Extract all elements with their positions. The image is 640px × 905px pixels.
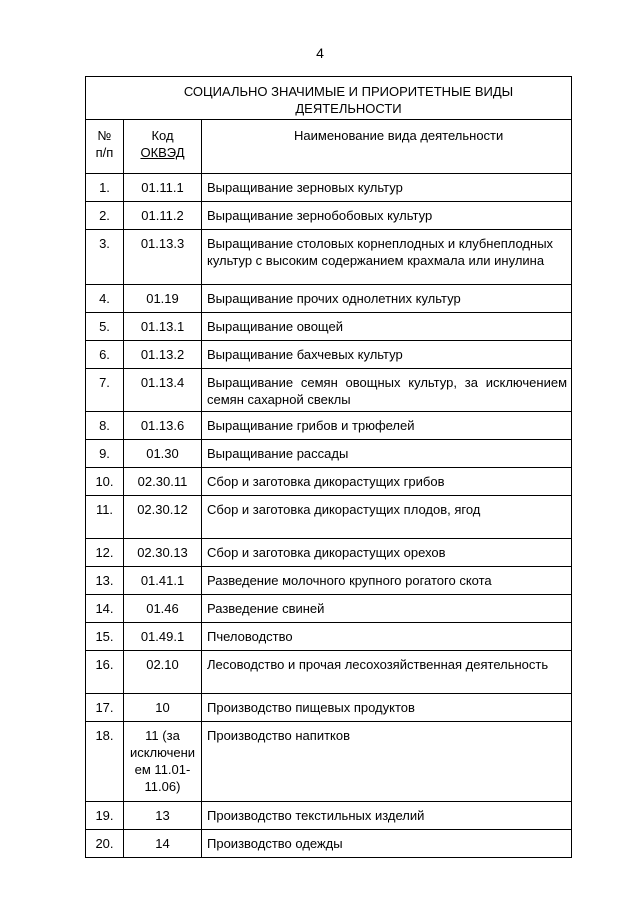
row-number: 4. <box>86 285 124 313</box>
table-row <box>86 313 572 341</box>
row-okved-code: 01.46 <box>124 595 202 623</box>
table-row <box>86 468 572 496</box>
row-okved-code: 01.13.4 <box>124 369 202 412</box>
table-header-row <box>86 120 572 174</box>
row-okved-code: 02.10 <box>124 651 202 694</box>
row-okved-code: 01.13.1 <box>124 313 202 341</box>
row-okved-code: 01.11.1 <box>124 174 202 202</box>
row-okved-code: 01.11.2 <box>124 202 202 230</box>
row-number: 19. <box>86 802 124 830</box>
row-number: 11. <box>86 496 124 539</box>
row-activity-name: Выращивание бахчевых культур <box>202 341 572 369</box>
activities-table <box>85 76 572 858</box>
row-activity-name: Выращивание рассады <box>202 440 572 468</box>
row-number: 1. <box>86 174 124 202</box>
row-okved-code: 01.13.2 <box>124 341 202 369</box>
row-activity-name: Производство напитков <box>202 722 572 802</box>
row-number: 18. <box>86 722 124 802</box>
header-name: Наименование вида деятельности <box>202 120 572 174</box>
row-activity-name: Выращивание прочих однолетних культур <box>202 285 572 313</box>
header-number <box>86 120 124 174</box>
row-okved-code: 10 <box>124 694 202 722</box>
row-activity-name: Разведение свиней <box>202 595 572 623</box>
row-number: 10. <box>86 468 124 496</box>
row-okved-code: 02.30.11 <box>124 468 202 496</box>
table-row <box>86 651 572 694</box>
row-activity-name: Выращивание зерновых культур <box>202 174 572 202</box>
header-code-line-2: ОКВЭД <box>140 145 185 160</box>
row-number: 5. <box>86 313 124 341</box>
row-activity-name: Лесоводство и прочая лесохозяйственная деятельность <box>202 651 572 694</box>
table-row <box>86 440 572 468</box>
row-number: 13. <box>86 567 124 595</box>
row-number: 16. <box>86 651 124 694</box>
table-row <box>86 722 572 802</box>
header-number-line-2: п/п <box>95 145 114 160</box>
table-title-line-2: ДЕЯТЕЛЬНОСТИ <box>295 101 402 116</box>
page-number: 4 <box>316 45 324 61</box>
row-number: 7. <box>86 369 124 412</box>
row-number: 20. <box>86 830 124 858</box>
row-okved-code <box>124 722 202 802</box>
row-okved-code: 01.13.3 <box>124 230 202 285</box>
table-row <box>86 623 572 651</box>
table-row <box>86 802 572 830</box>
row-activity-name: Производство пищевых продуктов <box>202 694 572 722</box>
row-activity-name: Выращивание столовых корнеплодных и клубнеплодных культур с высоким содержанием крахмала или инулина <box>202 230 572 285</box>
row-okved-code: 01.41.1 <box>124 567 202 595</box>
table-row <box>86 202 572 230</box>
row-okved-code: 01.30 <box>124 440 202 468</box>
table-row <box>86 539 572 567</box>
row-number: 14. <box>86 595 124 623</box>
row-number: 17. <box>86 694 124 722</box>
row-activity-name: Выращивание семян овощных культур, за исключением семян сахарной свеклы <box>202 369 572 412</box>
table-row <box>86 369 572 412</box>
table-row <box>86 285 572 313</box>
table-row <box>86 694 572 722</box>
row-activity-name: Сбор и заготовка дикорастущих орехов <box>202 539 572 567</box>
header-code-line-1: Код <box>151 128 174 143</box>
table-row <box>86 174 572 202</box>
header-number-line-1: № <box>97 128 112 143</box>
row-activity-name: Разведение молочного крупного рогатого скота <box>202 567 572 595</box>
row-number: 8. <box>86 412 124 440</box>
row-okved-code-text: 11 (за исключени ем 11.01- 11.06) <box>129 728 196 794</box>
table-row <box>86 595 572 623</box>
row-activity-name: Сбор и заготовка дикорастущих грибов <box>202 468 572 496</box>
row-okved-code: 01.13.6 <box>124 412 202 440</box>
header-code <box>124 120 202 174</box>
row-activity-name: Производство одежды <box>202 830 572 858</box>
row-okved-code: 14 <box>124 830 202 858</box>
row-okved-code: 01.49.1 <box>124 623 202 651</box>
row-activity-name: Пчеловодство <box>202 623 572 651</box>
table-title-row <box>86 77 572 120</box>
table-row <box>86 230 572 285</box>
row-activity-name: Выращивание зернобобовых культур <box>202 202 572 230</box>
row-okved-code: 01.19 <box>124 285 202 313</box>
row-okved-code: 02.30.13 <box>124 539 202 567</box>
table-title <box>86 77 572 120</box>
row-activity-name: Выращивание грибов и трюфелей <box>202 412 572 440</box>
row-activity-name: Выращивание овощей <box>202 313 572 341</box>
table-row <box>86 341 572 369</box>
row-number: 3. <box>86 230 124 285</box>
row-activity-name: Сбор и заготовка дикорастущих плодов, ягод <box>202 496 572 539</box>
table-row <box>86 830 572 858</box>
row-okved-code: 02.30.12 <box>124 496 202 539</box>
row-number: 15. <box>86 623 124 651</box>
table-title-line-1: СОЦИАЛЬНО ЗНАЧИМЫЕ И ПРИОРИТЕТНЫЕ ВИДЫ <box>183 84 514 99</box>
table-row <box>86 567 572 595</box>
table-row <box>86 496 572 539</box>
row-number: 12. <box>86 539 124 567</box>
row-okved-code: 13 <box>124 802 202 830</box>
row-number: 9. <box>86 440 124 468</box>
row-number: 6. <box>86 341 124 369</box>
table-row <box>86 412 572 440</box>
row-number: 2. <box>86 202 124 230</box>
row-activity-name: Производство текстильных изделий <box>202 802 572 830</box>
